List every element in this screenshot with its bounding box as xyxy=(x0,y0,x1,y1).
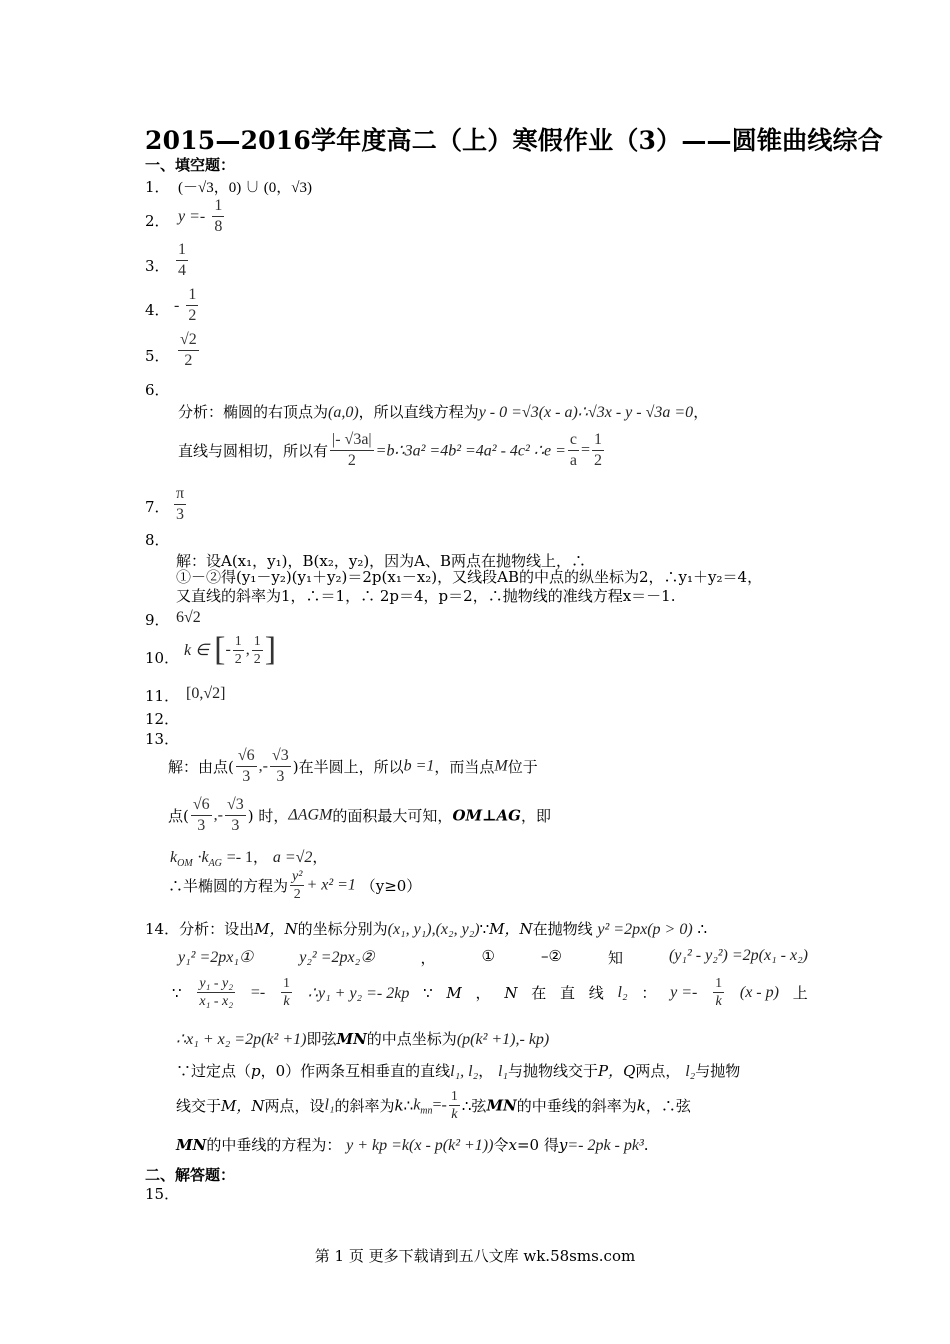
q2-number: 2． xyxy=(145,212,170,230)
q8-line2: ①－②得(y₁－y₂)(y₁＋y₂)＝2p(x₁－x₂)，又线段AB的中点的纵坐标为2，∴y₁＋y₂＝4， xyxy=(176,568,763,586)
q8-line3: 又直线的斜率为1，∴＝1，∴ 2p＝4，p＝2，∴抛物线的准线方程x＝－1. xyxy=(176,587,676,605)
q13-number: 13． xyxy=(145,730,180,748)
q6-c-over-a: $\frac{c}{a}$ xyxy=(569,431,578,469)
q15-number: 15． xyxy=(145,1185,180,1203)
q4-sign: - xyxy=(174,297,180,314)
section-fill-in-blank: 一、填空题： xyxy=(145,156,236,174)
q4-answer xyxy=(174,285,200,326)
q5-fraction: $\frac{√2}{2}$ xyxy=(180,331,197,369)
q14-line6: 线交于M，N两点，设l₁的斜率为$k\therefore k_{mn}=-$ $\frac{1}{k}$ ∴弦MN的中垂线的斜率为k，∴弦 xyxy=(176,1089,691,1122)
q13-line2: 点( $\frac{√6}{3}$ ,- $\frac{√3}{3}$ ) 时，ΔAGM的面积最大可知，OM⊥AG，即 xyxy=(168,796,551,834)
section-answers: 二、解答题： xyxy=(145,1166,236,1184)
q4-fraction: $\frac{1}{2}$ xyxy=(188,286,197,324)
q6-line1: 分析：椭圆的右顶点为(a,0)，所以直线方程为y - 0 =√3(x - a)∴√3x - y - √3a =0， xyxy=(178,403,709,421)
q9-answer: 6√2 xyxy=(176,609,201,626)
q14-line1: 14．分析：设出M，N的坐标分别为(x₁, y₁),(x₂, y₂)∵M，N在抛物线 y² =2px(p > 0) ∴ xyxy=(145,920,707,938)
q5-answer xyxy=(176,330,201,371)
q3-fraction: $\frac{1}{4}$ xyxy=(178,241,186,279)
page-footer: 第 1 页 更多下载请到五八文库 wk.58sms.com xyxy=(314,1247,636,1265)
q10-number: 10． xyxy=(145,649,180,667)
q2-fraction: $\frac{1}{8}$ xyxy=(214,197,223,235)
q6-number: 6． xyxy=(145,381,170,399)
q6-abs-fraction: $\frac{|- √3a|}{2}$ xyxy=(332,431,372,469)
q1-answer: (－√3，0) ∪ (0，√3) xyxy=(178,180,312,196)
q3-number: 3． xyxy=(145,257,170,275)
q13-line4: ∴半椭圆的方程为 $\frac{\text{y²}}{2}$ + x² =1 （y≥0） xyxy=(168,869,422,902)
q8-line1: 解：设A(x₁，y₁)，B(x₂，y₂)，因为A、B两点在抛物线上，∴ xyxy=(176,552,587,570)
q2-lhs: y =- xyxy=(178,208,206,225)
document-title: 2015—2016学年度高二（上）寒假作业（3）——圆锥曲线综合 xyxy=(145,126,883,155)
q9-number: 9． xyxy=(145,611,170,629)
q14-line7: MN的中垂线的方程为： y + kp =k(x - p(k² +1))令x=0 得y=- 2pk - pk³. xyxy=(176,1136,649,1154)
q6-half: $\frac{1}{2}$ xyxy=(594,431,603,469)
q11-number: 11． xyxy=(145,687,180,705)
q11-answer: [0,√2] xyxy=(186,685,226,702)
q7-number: 7． xyxy=(145,498,170,516)
q7-answer xyxy=(172,484,188,525)
q4-number: 4． xyxy=(145,301,170,319)
q5-number: 5． xyxy=(145,347,170,365)
q8-number: 8． xyxy=(145,531,170,549)
q2-answer xyxy=(178,196,226,237)
q14-line4: ∴x₁ + x₂ =2p(k² +1)即弦MN的中点坐标为(p(k² +1),- kp) xyxy=(176,1030,550,1048)
q13-line3: $k_{OM} \cdot k_{AG} =- 1$， a =√2， xyxy=(170,848,328,869)
q12-number: 12． xyxy=(145,710,180,728)
q14-line2: y₁² =2px₁① y₂² =2px₂② ， ① –② 知 (y₁² - y₂²) =2p(x₁ - x₂) xyxy=(178,947,808,967)
q1-number: 1． xyxy=(145,178,170,196)
q13-line1: 解：由点( $\frac{√6}{3}$ ,- $\frac{√3}{3}$ )在半圆上，所以b =1，而当点M位于 xyxy=(168,747,538,785)
q7-fraction: $\frac{\pi}{3}$ xyxy=(176,485,185,523)
q3-answer xyxy=(174,240,190,281)
q14-line5: ∵过定点（p，0）作两条互相垂直的直线l₁, l₂， l₁与抛物线交于P，Q两点， l₂与抛物 xyxy=(176,1062,741,1080)
q6-line2: 直线与圆相切，所以有 $\frac{|- √3a|}{2}$ =b∴3a² =4b² =4a² - 4c² ∴e = $\frac{c}{a}$ = $\frac{1}{2}$ xyxy=(178,431,603,469)
q10-answer: k ∈ [- $\frac{1}{2}$ , $\frac{1}{2}$ ] xyxy=(184,631,277,668)
q14-line3: ∵ $\frac{\text{y₁ - y₂}}{\text{x₁ - x₂}}$ =- $\frac{1}{k}$ ∴y₁ + y₂ =- 2kp ∵ M ， N 在 直 线 l₂ ： y =- $\frac{1}{k}$ (x - p) 上 xyxy=(172,976,808,1009)
